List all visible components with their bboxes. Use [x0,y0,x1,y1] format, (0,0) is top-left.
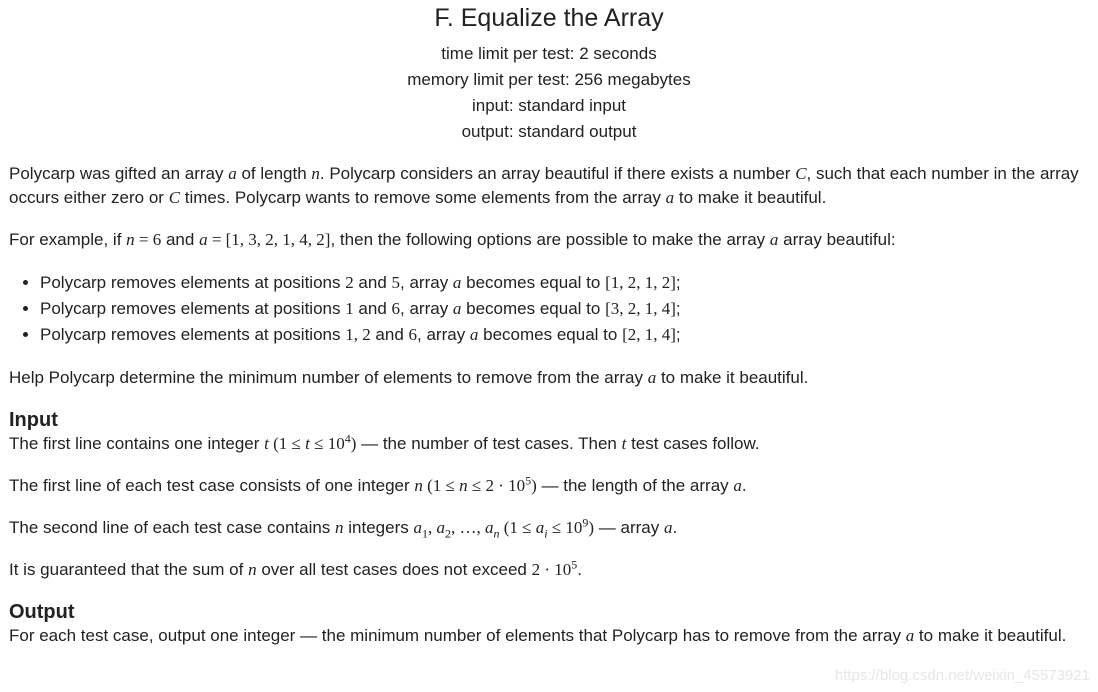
output-file: output: standard output [461,122,637,141]
input-line-1: The first line contains one integer t $(1 \le t \le 10^4)$ — the number of test cases. Then t test cases follow. [9,431,760,453]
text: Polycarp was gifted an array [9,164,229,183]
legend-paragraph-1 [9,162,1089,210]
input-specification [9,408,1089,582]
text: . Polycarp considers an array beautiful if there exists a number [319,164,796,183]
list-item: • Polycarp removes elements at positions 2 and 5, array a becomes equal to [1, 2, 1, 2]; [40,270,1089,296]
input-line-2: The first line of each test case consists of one integer n $(1 \le n \le 2 \cdot 10^5)$ — the length of the array a. [9,473,747,495]
math: n = 6 [126,230,162,249]
text: array beautiful: [778,230,896,249]
output-specification [9,600,1089,648]
example-options-list [9,270,1089,348]
memory-limit: memory limit per test: 256 megabytes [407,70,691,89]
output-section-title: Output [9,601,75,623]
problem-limits [0,41,1098,145]
math: a [769,230,779,249]
math: a [665,188,675,207]
watermark: https://blog.csdn.net/weixin_45573921 [834,667,1090,684]
text: to make it beautiful. [674,188,827,207]
input-section-title: Input [9,409,58,431]
problem-header [0,0,1098,145]
math: n [311,164,320,183]
legend-paragraph-3: Help Polycarp determine the minimum number of elements to remove from the array a to make it beautiful. [9,368,809,387]
problem-title: F. Equalize the Array [434,4,664,32]
text: and [161,230,200,249]
input-file: input: standard input [471,96,627,115]
math: a [228,164,237,183]
text: , then the following options are possible to make the array [330,230,770,249]
time-limit: time limit per test: 2 seconds [441,44,657,63]
text: times. Polycarp wants to remove some elements from the array [180,188,666,207]
math: C [795,164,807,183]
text: For example, if [9,230,127,249]
math: a = [1, 3, 2, 1, 4, 2] [199,230,331,249]
list-item: • Polycarp removes elements at positions 1, 2 and 6, array a becomes equal to [2, 1, 4]; [40,322,1089,348]
math: C [168,188,181,207]
input-line-4: It is guaranteed that the sum of n over all test cases does not exceed $2 \cdot 10^5$. [9,557,582,579]
text: of length [236,164,312,183]
list-item: • Polycarp removes elements at positions 1 and 6, array a becomes equal to [3, 2, 1, 4]; [40,296,1089,322]
text: , such that each number in the array occurs either zero or [9,164,1079,207]
problem-statement [0,162,1098,648]
legend-paragraph-2 [9,228,1089,252]
output-line-1: For each test case, output one integer — the minimum number of elements that Polycarp has to remove from the array a to make it beautiful. [9,626,1067,645]
input-line-3: The second line of each test case contains n integers $a_1$, $a_2$, …, $a_n$ $(1 \le a_i \le 10^9)$ — array a. [9,515,678,541]
